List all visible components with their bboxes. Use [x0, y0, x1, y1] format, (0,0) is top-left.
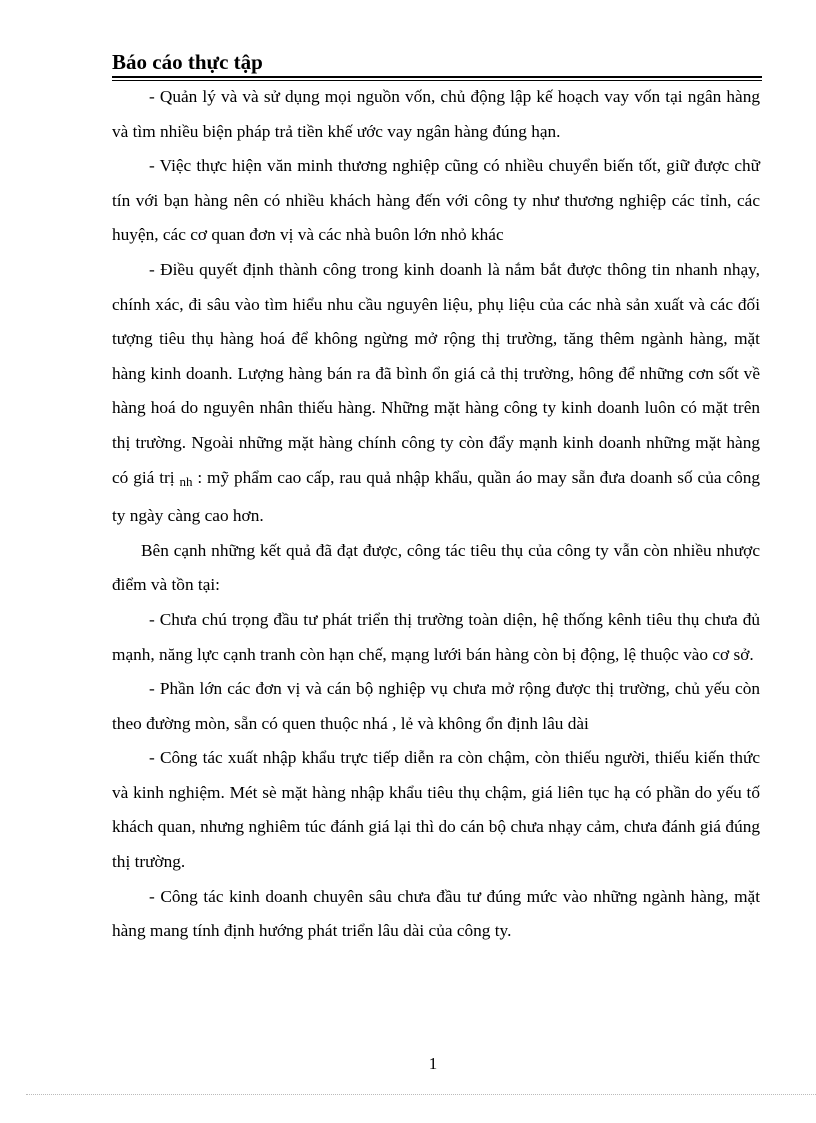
subscript-text: nh: [179, 473, 193, 489]
paragraph-decision-factors: [112, 253, 760, 534]
paragraph-decision-factors-text: - Điều quyết định thành công trong kinh doanh là nắm bắt được thông tin nhanh nhạy, chính xác, đi sâu vào tìm hiểu nhu cầu nguyên liệu, phụ liệu của các nhà sản xuất và các đối tượng tiêu thụ hàng hoá để không ngừng mở rộng thị trường, tăng thêm ngành hàng, mặt hàng kinh doanh. Lượng hàng bán ra đã bình ổn giá cả thị trường, hông để những cơn sốt về hàng hoá do nguyên nhân thiếu hàng. Những mặt hàng công ty kinh doanh luôn có mặt trên thị trường. Ngoài những mặt hàng chính công ty còn đẩy mạnh kinh doanh những mặt hàng có giá trị: [112, 259, 760, 487]
paragraph-decision-factors-continuation: : mỹ phẩm cao cấp, rau quả nhập khẩu, quần áo may sẵn đưa doanh số của công ty ngày càng cao hơn.: [112, 467, 761, 526]
paragraph-commerce: - Việc thực hiện văn minh thương nghiệp cũng có nhiều chuyển biến tốt, giữ được chữ tín với bạn hàng nên có nhiều khách hàng đến với công ty như thương nghiệp các tỉnh, các huyện, các cơ quan đơn vị và các nhà buôn lớn nhỏ khác: [112, 156, 760, 245]
header-rule-thick: [112, 76, 762, 78]
paragraph-market-investment: - Chưa chú trọng đầu tư phát triển thị trường toàn diện, hệ thống kênh tiêu thụ chưa đủ mạnh, năng lực cạnh tranh còn hạn chế, mạng lưới bán hàng còn bị động, lệ thuộc vào cơ sở.: [112, 609, 760, 664]
page-number: 1: [428, 1054, 438, 1073]
paragraph-shortcomings-intro: Bên cạnh những kết quả đã đạt được, công tác tiêu thụ của công ty vẫn còn nhiều nhược điểm và tồn tại:: [112, 540, 760, 595]
paragraph-units-staff: - Phần lớn các đơn vị và cán bộ nghiệp vụ chưa mở rộng được thị trường, chủ yếu còn theo đường mòn, sẵn có quen thuộc nhá , lẻ và không ổn định lâu dài: [112, 679, 760, 733]
paragraph-specialized-business: - Công tác kinh doanh chuyên sâu chưa đầu tư đúng mức vào những ngành hàng, mặt hàng mang tính định hướng phát triển lâu dài của công ty.: [112, 886, 760, 941]
page-header-title: Báo cáo thực tập: [112, 50, 263, 74]
paragraph-capital-management: - Quản lý và và sử dụng mọi nguồn vốn, chủ động lập kế hoạch vay vốn tại ngân hàng và tìm nhiều biện pháp trả tiền khế ước vay ngân hàng đúng hạn.: [112, 87, 760, 141]
paragraph-import-export: - Công tác xuất nhập khẩu trực tiếp diễn ra còn chậm, còn thiếu người, thiếu kiến thức và kinh nghiệm. Mét sè mặt hàng nhập khẩu tiêu thụ chậm, giá liên tục hạ có phần do yếu tố khách quan, nhưng nghiêm túc đánh giá lại thì do cán bộ chưa nhạy cảm, chưa đánh giá đúng thị trường.: [112, 748, 760, 872]
document-body: [112, 80, 760, 949]
footer-dotted-rule: [26, 1094, 816, 1095]
